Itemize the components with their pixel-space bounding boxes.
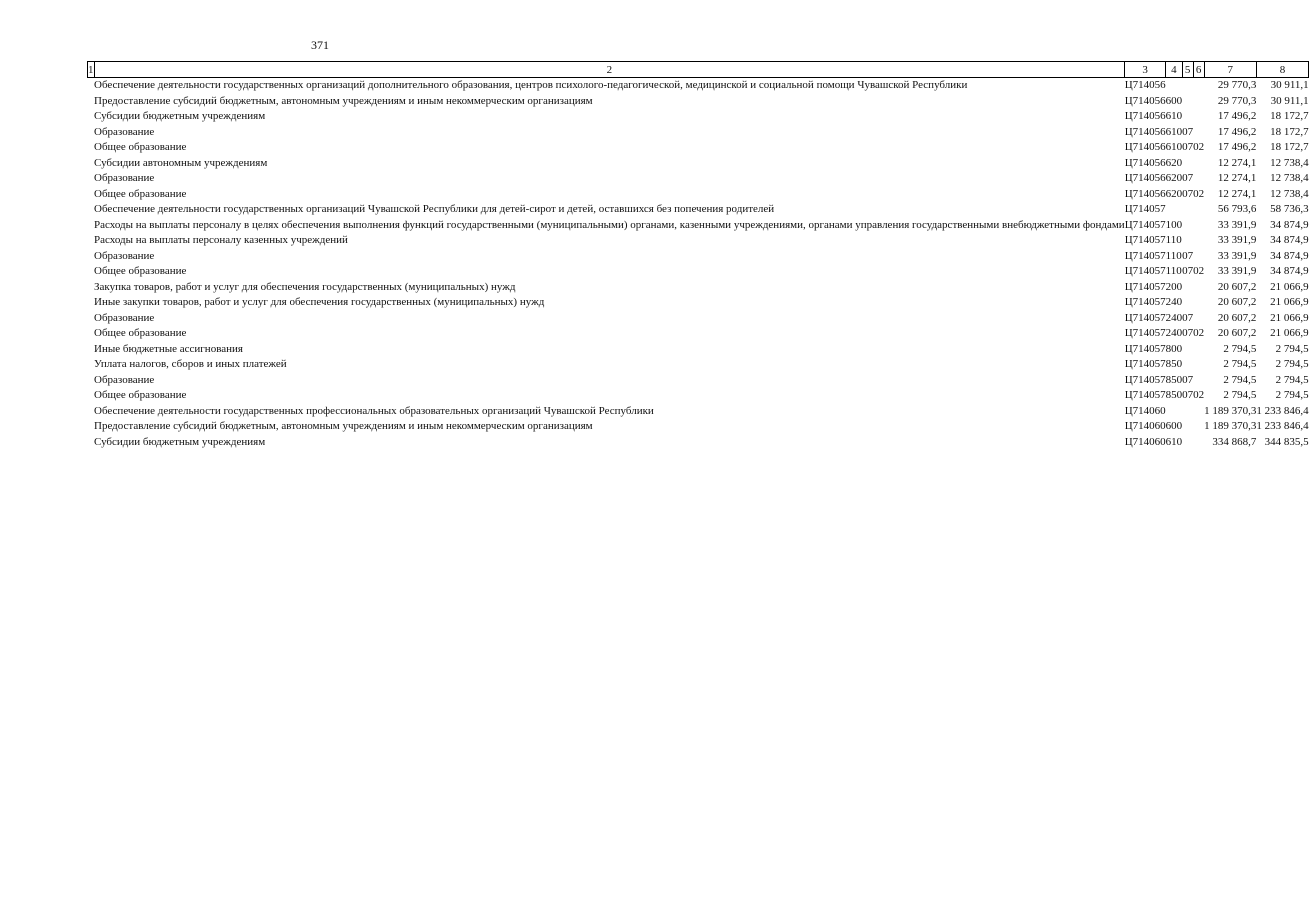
row-name: Общее образование (94, 141, 187, 153)
row-amount-col7: 33 391,9 (1217, 218, 1257, 231)
page-number: 371 (311, 38, 329, 52)
row-subsection (1193, 419, 1204, 435)
row-expense-type: 610 (1165, 110, 1183, 122)
header-col-2: 2 (94, 62, 1125, 78)
table-row (88, 125, 1309, 141)
row-amount-col7: 20 607,2 (1217, 280, 1257, 293)
row-name: Предоставление субсидий бюджетным, автономным учреждениям и иным некоммерческим организациям (94, 420, 593, 432)
row-amount-col7: 12 274,1 (1217, 187, 1257, 200)
table-row (88, 280, 1309, 296)
row-target-code: Ц714057 (1124, 373, 1166, 386)
row-subsection (1193, 342, 1204, 358)
row-amount-col7: 2 794,5 (1223, 342, 1257, 355)
row-target-code: Ц714057 (1124, 249, 1166, 262)
header-col-8: 8 (1256, 62, 1308, 78)
row-amount-col8: 18 172,7 (1270, 141, 1309, 153)
row-amount-col8: 34 874,9 (1270, 249, 1309, 262)
row-amount-col8: 1 233 846,4 (1256, 420, 1309, 432)
row-name: Образование (94, 373, 155, 386)
row-name: Иные закупки товаров, работ и услуг для обеспечения государственных (муниципальных) нужд (94, 296, 545, 308)
row-amount-col7: 2 794,5 (1223, 358, 1257, 370)
row-target-code: Ц714056 (1124, 125, 1166, 138)
row-amount-col7: 17 496,2 (1217, 141, 1257, 153)
table-row (88, 171, 1309, 187)
row-subsection (1193, 218, 1204, 234)
table-row (88, 94, 1309, 110)
row-target-code: Ц714057 (1124, 280, 1166, 293)
row-amount-col8: 12 738,4 (1270, 156, 1309, 169)
row-amount-col7: 33 391,9 (1217, 265, 1257, 277)
row-amount-col7: 20 607,2 (1217, 311, 1257, 324)
row-amount-col7: 20 607,2 (1217, 296, 1257, 308)
row-subsection (1193, 109, 1204, 125)
row-expense-type: 610 (1165, 125, 1183, 138)
table-row (88, 404, 1309, 420)
row-amount-col8: 2 794,5 (1275, 358, 1309, 370)
row-target-code: Ц714056 (1124, 110, 1166, 122)
row-target-code: Ц714057 (1124, 327, 1166, 339)
row-name: Образование (94, 311, 155, 324)
row-section (1182, 218, 1193, 234)
row-target-code: Ц714057 (1124, 342, 1166, 355)
row-expense-type: 850 (1165, 389, 1183, 401)
row-subsection (1193, 373, 1204, 389)
row-subsection (1193, 202, 1204, 218)
row-expense-type: 110 (1165, 265, 1182, 277)
row-expense-type: 620 (1165, 187, 1183, 200)
row-amount-col8: 21 066,9 (1270, 296, 1309, 308)
row-amount-col8: 2 794,5 (1275, 342, 1309, 355)
row-section (1182, 404, 1193, 420)
row-target-code: Ц714056 (1124, 172, 1166, 184)
row-section (1182, 342, 1193, 358)
row-expense-type: 800 (1165, 342, 1183, 355)
row-section (1182, 435, 1193, 451)
row-section (1182, 109, 1193, 125)
table-row (88, 342, 1309, 358)
row-target-code: Ц714057 (1124, 311, 1166, 324)
table-row (88, 419, 1309, 435)
row-amount-col8: 30 911,1 (1270, 94, 1309, 107)
row-subsection (1193, 233, 1204, 249)
header-col-3: 3 (1125, 62, 1166, 78)
row-name: Образование (94, 249, 155, 262)
row-amount-col7: 12 274,1 (1217, 172, 1257, 184)
row-subsection (1193, 404, 1204, 420)
row-name: Образование (94, 172, 155, 184)
row-amount-col7: 33 391,9 (1217, 234, 1257, 246)
row-expense-type: 100 (1165, 218, 1183, 231)
table-row (88, 249, 1309, 265)
row-name: Закупка товаров, работ и услуг для обеспечения государственных (муниципальных) нужд (94, 280, 516, 293)
row-expense-type: 600 (1165, 94, 1183, 107)
row-amount-col7: 29 770,3 (1217, 79, 1257, 91)
row-section: 07 (1182, 141, 1194, 153)
row-subsection (1193, 156, 1204, 172)
row-name: Субсидии бюджетным учреждениям (94, 435, 266, 448)
row-target-code: Ц714057 (1124, 234, 1166, 246)
row-expense-type: 620 (1165, 172, 1183, 184)
row-name: Обеспечение деятельности государственных организаций дополнительного образования, центров психолого-педагогической, медицинской и социальной помощи Чувашской Республики (94, 79, 968, 91)
row-subsection (1193, 171, 1204, 187)
row-subsection (1193, 280, 1204, 296)
table-row (88, 373, 1309, 389)
row-amount-col8: 34 874,9 (1270, 265, 1309, 277)
row-name: Субсидии бюджетным учреждениям (94, 110, 266, 122)
row-name: Образование (94, 125, 155, 138)
row-name: Общее образование (94, 389, 187, 401)
row-expense-type: 110 (1165, 234, 1182, 246)
row-subsection: 02 (1193, 327, 1205, 339)
row-amount-col8: 12 738,4 (1270, 172, 1309, 184)
row-amount-col7: 17 496,2 (1217, 125, 1257, 138)
row-section (1182, 78, 1193, 94)
row-section (1182, 156, 1193, 172)
row-expense-type: 850 (1165, 373, 1183, 386)
row-subsection (1193, 311, 1204, 327)
row-subsection (1193, 249, 1204, 265)
row-expense-type: 610 (1165, 141, 1183, 153)
row-target-code: Ц714056 (1124, 141, 1166, 153)
table-row (88, 435, 1309, 451)
row-section (1182, 295, 1193, 311)
table-row (88, 326, 1309, 342)
row-target-code: Ц714057 (1124, 389, 1166, 401)
row-amount-col8: 21 066,9 (1270, 311, 1309, 324)
row-section: 07 (1182, 373, 1194, 386)
row-expense-type (1166, 202, 1183, 218)
row-amount-col8: 12 738,4 (1270, 187, 1309, 200)
header-row (88, 62, 1309, 78)
row-amount-col7: 334 868,7 (1212, 435, 1257, 448)
row-expense-type: 110 (1165, 249, 1182, 262)
row-name: Общее образование (94, 265, 187, 277)
row-section (1182, 202, 1193, 218)
row-amount-col7: 20 607,2 (1217, 327, 1257, 339)
row-subsection (1193, 435, 1204, 451)
header-col-4: 4 (1166, 62, 1183, 78)
row-section (1182, 357, 1193, 373)
table-row (88, 202, 1309, 218)
table-row (88, 156, 1309, 172)
table-row (88, 233, 1309, 249)
row-expense-type: 620 (1165, 156, 1183, 169)
table-row (88, 78, 1309, 94)
table-row (88, 388, 1309, 404)
row-expense-type: 610 (1165, 435, 1183, 448)
row-amount-col8: 58 736,3 (1270, 203, 1309, 215)
row-section (1182, 280, 1193, 296)
row-target-code: Ц714060 (1124, 435, 1166, 448)
row-subsection (1193, 78, 1204, 94)
row-amount-col7: 2 794,5 (1223, 373, 1257, 386)
row-amount-col8: 2 794,5 (1275, 389, 1309, 401)
row-amount-col8: 30 911,1 (1270, 79, 1309, 91)
row-subsection (1193, 125, 1204, 141)
table-row (88, 109, 1309, 125)
table-row (88, 140, 1309, 156)
row-amount-col7: 56 793,6 (1217, 203, 1257, 215)
row-subsection: 02 (1193, 265, 1205, 277)
row-target-code: Ц714057 (1124, 358, 1166, 370)
row-amount-col8: 1 233 846,4 (1256, 404, 1309, 417)
row-expense-type: 240 (1165, 327, 1183, 339)
row-name: Субсидии автономным учреждениям (94, 156, 268, 169)
row-amount-col8: 21 066,9 (1270, 327, 1309, 339)
row-amount-col7: 1 189 370,3 (1204, 404, 1257, 417)
row-amount-col8: 34 874,9 (1270, 234, 1309, 246)
row-amount-col8: 344 835,5 (1264, 435, 1309, 448)
row-subsection: 02 (1193, 187, 1205, 200)
row-name: Расходы на выплаты персоналу казенных учреждений (94, 234, 348, 246)
row-target-code: Ц714057 (1124, 265, 1166, 277)
row-subsection (1193, 94, 1204, 110)
row-name: Предоставление субсидий бюджетным, автономным учреждениям и иным некоммерческим организациям (94, 94, 593, 107)
row-subsection: 02 (1193, 141, 1205, 153)
header-col-6: 6 (1193, 62, 1204, 78)
row-target-code: Ц714057 (1124, 203, 1166, 215)
row-subsection (1193, 357, 1204, 373)
row-target-code: Ц714056 (1124, 79, 1166, 91)
row-amount-col8: 18 172,7 (1270, 110, 1309, 122)
row-section (1182, 233, 1193, 249)
row-amount-col8: 21 066,9 (1270, 280, 1309, 293)
table-row (88, 218, 1309, 234)
row-target-code: Ц714056 (1124, 187, 1166, 200)
row-expense-type (1166, 78, 1183, 94)
row-expense-type: 240 (1165, 296, 1183, 308)
row-expense-type: 200 (1165, 280, 1183, 293)
row-name: Иные бюджетные ассигнования (94, 342, 243, 355)
row-section: 07 (1182, 389, 1194, 401)
row-target-code: Ц714057 (1124, 296, 1166, 308)
row-amount-col7: 1 189 370,3 (1204, 420, 1257, 432)
row-amount-col8: 18 172,7 (1270, 125, 1309, 138)
row-amount-col7: 12 274,1 (1217, 156, 1257, 169)
row-name: Общее образование (94, 327, 187, 339)
row-target-code: Ц714056 (1124, 156, 1166, 169)
header-col-5: 5 (1182, 62, 1193, 78)
row-name: Обеспечение деятельности государственных организаций Чувашской Республики для детей-сирот и детей, оставшихся без попечения родителей (94, 203, 775, 215)
row-section (1182, 94, 1193, 110)
table-row (88, 264, 1309, 280)
row-expense-type: 240 (1165, 311, 1183, 324)
row-name: Расходы на выплаты персоналу в целях обеспечения выполнения функций государственными (муниципальными) органами, казенными учреждениями, органами управления государственными внебюджетными фондами (94, 218, 1125, 231)
table-row (88, 357, 1309, 373)
row-section: 07 (1182, 327, 1194, 339)
row-section: 07 (1182, 265, 1194, 277)
row-amount-col8: 34 874,9 (1270, 218, 1309, 231)
row-expense-type (1166, 404, 1183, 420)
row-expense-type: 600 (1165, 420, 1183, 432)
row-amount-col7: 29 770,3 (1217, 94, 1257, 107)
row-section (1182, 419, 1193, 435)
row-section: 07 (1182, 125, 1194, 138)
row-name: Обеспечение деятельности государственных профессиональных образовательных организаций Чувашской Республики (94, 404, 654, 417)
row-section: 07 (1182, 172, 1194, 184)
table-row (88, 295, 1309, 311)
row-section: 07 (1182, 187, 1194, 200)
row-target-code: Ц714056 (1124, 94, 1166, 107)
row-expense-type: 850 (1165, 358, 1183, 370)
row-section: 07 (1182, 249, 1194, 262)
row-target-code: Ц714060 (1124, 404, 1166, 417)
row-name: Общее образование (94, 187, 187, 200)
row-amount-col7: 33 391,9 (1217, 249, 1257, 262)
row-amount-col7: 2 794,5 (1223, 389, 1257, 401)
row-target-code: Ц714060 (1124, 420, 1166, 432)
budget-table (87, 61, 1309, 450)
row-subsection: 02 (1193, 389, 1205, 401)
table-body (88, 78, 1309, 451)
row-name: Уплата налогов, сборов и иных платежей (94, 358, 287, 370)
row-amount-col8: 2 794,5 (1275, 373, 1309, 386)
table-row (88, 187, 1309, 203)
row-subsection (1193, 295, 1204, 311)
row-target-code: Ц714057 (1124, 218, 1166, 231)
header-col-1: 1 (88, 63, 94, 76)
table-row (88, 311, 1309, 327)
header-col-7: 7 (1204, 62, 1256, 78)
row-section: 07 (1182, 311, 1194, 324)
row-amount-col7: 17 496,2 (1217, 110, 1257, 122)
